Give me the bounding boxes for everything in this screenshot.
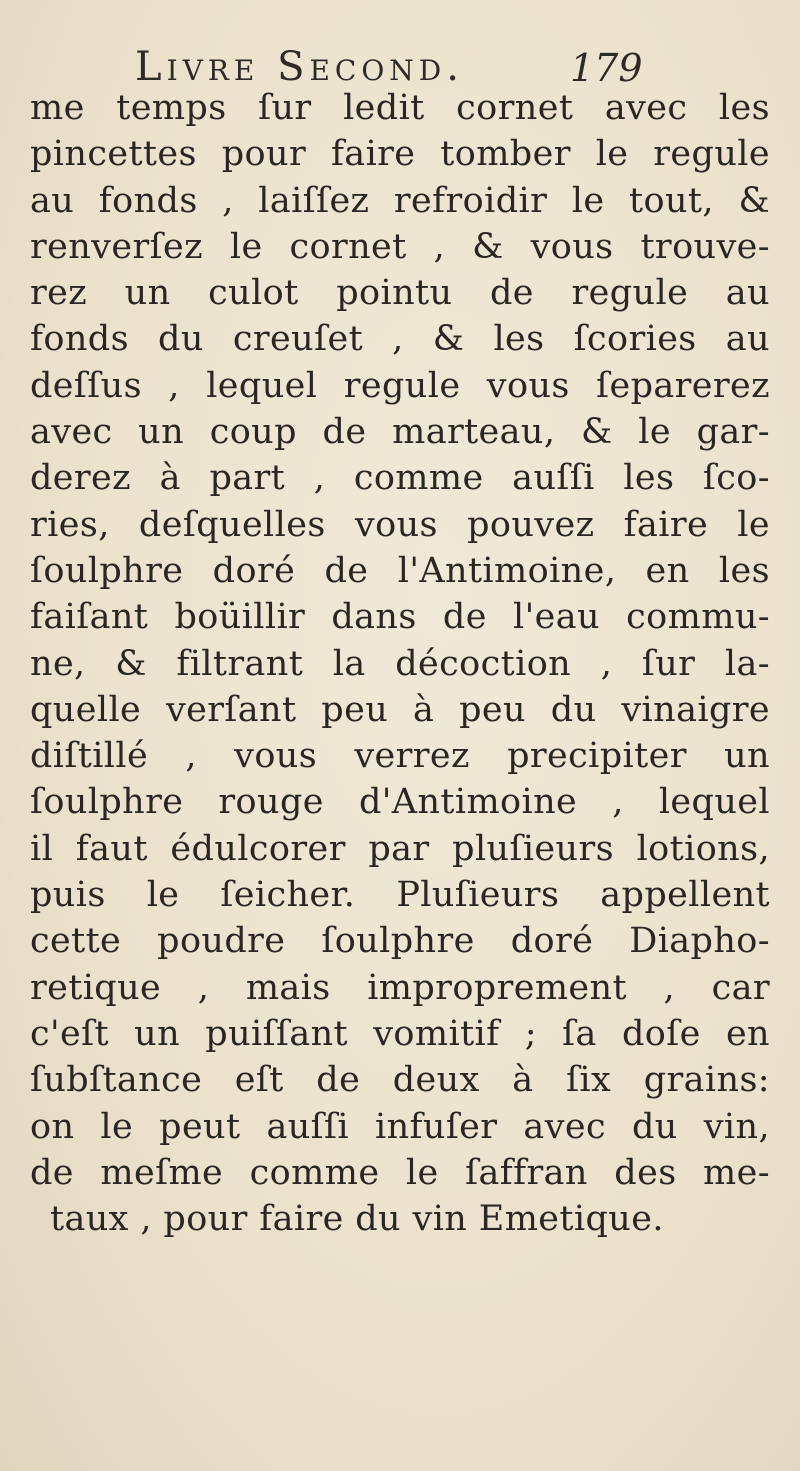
text-line-last: taux , pour faire du vin Emetique.: [50, 1199, 664, 1240]
text-line: derez à part , comme auſſi les ſco-: [30, 458, 770, 499]
text-line: me temps ſur ledit cornet avec les: [30, 88, 770, 128]
running-head: Livre Second.: [135, 44, 464, 90]
text-line: rez un culot pointu de regule au: [30, 273, 770, 314]
text-line: c'eſt un puiſſant vomitif ; ſa doſe en: [30, 1013, 770, 1054]
text-line: diſtillé , vous verrez precipiter un: [30, 736, 770, 777]
text-line: fonds du creuſet , & les ſcories au: [30, 319, 770, 360]
text-line: pincettes pour faire tomber le regule: [30, 134, 770, 175]
text-line: au fonds , laiſſez refroidir le tout, &: [30, 180, 770, 221]
text-line: ſubſtance eſt de deux à ſix grains:: [30, 1060, 770, 1101]
text-line: renverſez le cornet , & vous trouve-: [30, 226, 770, 267]
text-line: cette poudre ſoulphre doré Diapho-: [30, 921, 770, 962]
text-line: retique , mais improprement , car: [30, 967, 770, 1008]
body-text: [30, 85, 770, 1242]
text-line: on le peut auſſi infuſer avec du vin,: [30, 1106, 770, 1147]
text-line: deſſus , lequel regule vous ſeparerez: [30, 365, 770, 406]
text-line: quelle verſant peu à peu du vinaigre: [30, 689, 770, 730]
text-line: puis le ſeicher. Pluſieurs appellent: [30, 875, 770, 916]
text-line: faiſant boüillir dans de l'eau commu-: [30, 597, 770, 638]
text-line: de meſme comme le ſaffran des me-: [30, 1152, 770, 1193]
page-number: 179: [570, 46, 643, 90]
text-line: ries, deſquelles vous pouvez faire le: [30, 504, 770, 545]
text-line: ne, & filtrant la décoction , ſur la-: [30, 643, 770, 684]
text-line: il faut édulcorer par pluſieurs lotions,: [30, 828, 770, 869]
text-line: ſoulphre doré de l'Antimoine, en les: [30, 550, 770, 591]
text-line: ſoulphre rouge d'Antimoine , lequel: [30, 782, 770, 823]
text-line: avec un coup de marteau, & le gar-: [30, 412, 770, 453]
